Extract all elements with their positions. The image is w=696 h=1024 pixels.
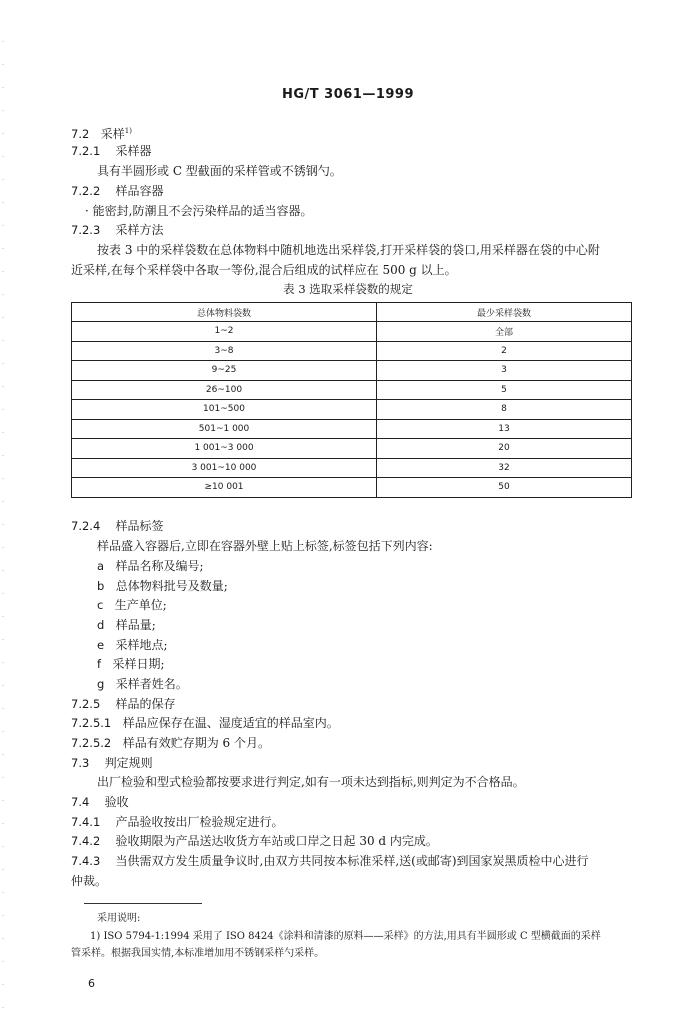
table-row: 9~25 3	[72, 361, 632, 381]
column-header-min-sample-bags: 最少采样袋数	[377, 303, 632, 322]
table-row: 1 001~3 000 20	[72, 439, 632, 459]
list-item: f 采样日期;	[97, 657, 165, 671]
heading-7-2: 7.2 采样$^{1)}$	[71, 127, 132, 141]
column-header-total-bags: 总体物料袋数	[72, 303, 377, 322]
paragraph-7-4-2: 7.4.2 验收期限为产品送达收货方车站或口岸之日起 30 d 内完成。	[71, 834, 438, 848]
paragraph-7-4-1: 7.4.1 产品验收按出厂检验规定进行。	[71, 815, 284, 829]
paragraph-7-4-3-line1: 7.4.3 当供需双方发生质量争议时,由双方共同按本标准采样,送(或邮寄)到国家炭黑质检中心进行	[71, 854, 589, 868]
paragraph-7-2-5-1: 7.2.5.1 样品应保存在温、湿度适宜的样品室内。	[71, 716, 339, 730]
footnote-line-1: 1) ISO 5794-1:1994 采用了 ISO 8424《涂料和清漆的原料——采样》的方法,用具有半圆形或 C 型横截面的采样	[90, 931, 601, 942]
list-item: c 生产单位;	[97, 598, 167, 612]
page-number: 6	[88, 977, 95, 990]
table-3	[71, 302, 632, 498]
list-item: d 样品量;	[97, 618, 156, 632]
heading-7-4: 7.4 验收	[71, 795, 129, 809]
heading-7-2-1: 7.2.1 采样器	[71, 144, 152, 158]
list-item: g 采样者姓名。	[97, 677, 188, 691]
heading-7-2-4: 7.2.4 样品标签	[71, 519, 164, 533]
table-row: 3 001~10 000 32	[72, 458, 632, 478]
table-header-row	[72, 303, 632, 322]
table-row: 501~1 000 13	[72, 419, 632, 439]
list-item: b 总体物料批号及数量;	[97, 579, 228, 593]
table-row: ≥10 001 50	[72, 478, 632, 498]
table-3-caption: 表 3 选取采样袋数的规定	[283, 282, 413, 296]
paragraph-7-2-3-line1: 按表 3 中的采样袋数在总体物料中随机地选出采样袋,打开采样袋的袋口,用采样器在袋的中心附	[97, 243, 600, 257]
table-row: 101~500 8	[72, 400, 632, 420]
footnote-line-2: 管采样。根据我国实情,本标准增加用不锈钢采样勺采样。	[71, 948, 325, 959]
standard-code-header: HG/T 3061—1999	[281, 87, 415, 102]
table-row: 3~8 2	[72, 341, 632, 361]
heading-7-2-3: 7.2.3 采样方法	[71, 223, 164, 237]
paragraph-7-2-2: · 能密封,防潮且不会污染样品的适当容器。	[85, 204, 313, 218]
table-row: 1~2 全部	[72, 322, 632, 342]
paragraph-7-3: 出厂检验和型式检验都按要求进行判定,如有一项未达到指标,则判定为不合格品。	[97, 775, 525, 789]
table-row: 26~100 5	[72, 380, 632, 400]
binding-hole-marks	[0, 30, 6, 1010]
heading-7-2-2: 7.2.2 样品容器	[71, 184, 164, 198]
paragraph-7-2-3-line2: 近采样,在每个采样袋中各取一等份,混合后组成的试样应在 500 g 以上。	[71, 263, 457, 277]
footnote-separator	[84, 903, 202, 904]
heading-7-2-5: 7.2.5 样品的保存	[71, 697, 176, 711]
paragraph-7-2-5-2: 7.2.5.2 样品有效贮存期为 6 个月。	[71, 736, 270, 750]
paragraph-7-4-3-line2: 仲裁。	[71, 874, 108, 888]
paragraph-7-2-4: 样品盛入容器后,立即在容器外壁上贴上标签,标签包括下列内容:	[97, 539, 433, 553]
footnote-ref: 1)	[124, 127, 132, 135]
list-item: a 样品名称及编号;	[97, 559, 204, 573]
heading-7-3: 7.3 判定规则	[71, 756, 153, 770]
footnote-label: 采用说明:	[97, 913, 141, 924]
list-item: e 采样地点;	[97, 638, 168, 652]
paragraph-7-2-1: 具有半圆形或 C 型截面的采样管或不锈钢勺。	[97, 164, 342, 178]
